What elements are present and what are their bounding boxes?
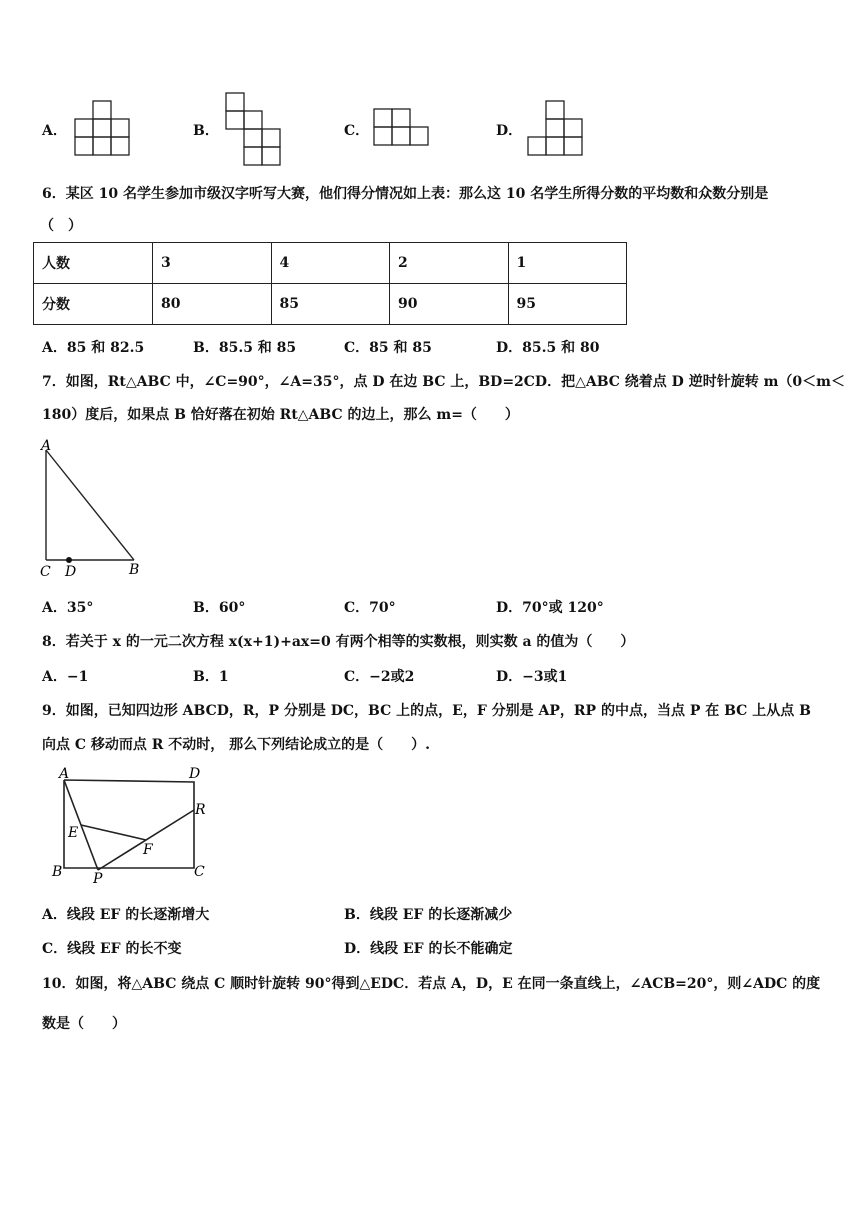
q9-stem-line1: 9．如图，已知四边形 ABCD，R，P 分别是 DC，BC 上的点，E，F 分别是 AP，RP 的中点，当点 P 在 BC 上从点 B	[42, 703, 811, 719]
table-cell: 90	[390, 284, 509, 325]
q6-option-c: C．85 和 85	[344, 340, 432, 356]
q9-stem-line2: 向点 C 移动而点 R 不动时， 那么下列结论成立的是（ ）.	[42, 737, 431, 753]
label-c: C	[194, 864, 205, 880]
q6-option-d: D．85.5 和 80	[496, 340, 600, 356]
q8-option-a: A．−1	[42, 669, 89, 685]
q10-stem-line2: 数是（ ）	[42, 1016, 126, 1032]
label-f: F	[143, 842, 153, 858]
q6-stem-line2: （ ）	[40, 218, 82, 234]
table-cell: 2	[390, 243, 509, 284]
q7-triangle-figure	[36, 436, 148, 580]
point-d	[66, 557, 72, 563]
segment-ab	[46, 450, 134, 560]
label-d: D	[65, 564, 77, 580]
q7-option-d: D．70°或 120°	[496, 600, 604, 616]
label-a: A	[59, 766, 70, 782]
label-e: E	[68, 825, 79, 841]
q6-stem-line1: 6．某区 10 名学生参加市级汉字听写大赛，他们得分情况如上表：那么这 10 名学生所得分数的平均数和众数分别是	[42, 186, 769, 202]
q9-option-a: A．线段 EF 的长逐渐增大	[42, 907, 210, 923]
quadrilateral-abcd	[64, 780, 194, 868]
table-cell: 3	[153, 243, 272, 284]
label-a: A	[41, 438, 52, 454]
q7-option-b: B．60°	[193, 600, 246, 616]
q5-option-d-label: D．	[496, 123, 523, 139]
table-cell: 85	[271, 284, 390, 325]
q5-option-b-label: B．	[193, 123, 219, 139]
label-b: B	[129, 562, 140, 578]
q5-option-c-label: C．	[344, 123, 370, 139]
table-cell: 分数	[34, 284, 153, 325]
q6-option-a: A．85 和 82.5	[42, 340, 145, 356]
table-cell: 4	[271, 243, 390, 284]
q8-stem: 8．若关于 x 的一元二次方程 x(x+1)+ax=0 有两个相等的实数根，则实数 a 的值为（ ）	[42, 634, 635, 650]
q8-option-b: B．1	[193, 669, 229, 685]
table-cell: 1	[508, 243, 627, 284]
q9-option-c: C．线段 EF 的长不变	[42, 941, 182, 957]
q7-option-a: A．35°	[42, 600, 94, 616]
segment-ef	[81, 825, 146, 840]
label-b: B	[52, 864, 63, 880]
q9-option-d: D．线段 EF 的长不能确定	[344, 941, 513, 957]
label-d: D	[189, 766, 201, 782]
q9-quadrilateral-figure	[48, 762, 218, 886]
label-r: R	[195, 802, 206, 818]
q7-stem-line1: 7．如图，Rt△ABC 中，∠C=90°，∠A=35°，点 D 在边 BC 上，BD=2CD．把△ABC 绕着点 D 逆时针旋转 m（0＜m＜	[42, 374, 845, 390]
q5-option-b-figure	[224, 91, 286, 169]
label-c: C	[40, 564, 51, 580]
table-cell: 95	[508, 284, 627, 325]
label-p: P	[93, 871, 103, 886]
q7-option-c: C．70°	[344, 600, 396, 616]
table-row	[34, 284, 627, 325]
q6-score-table	[33, 242, 627, 325]
q5-option-a-label: A．	[42, 123, 67, 139]
q5-option-d-figure	[526, 98, 588, 160]
q7-stem-line2: 180）度后，如果点 B 恰好落在初始 Rt△ABC 的边上，那么 m=（ ）	[42, 407, 519, 423]
table-row	[34, 243, 627, 284]
q9-option-b: B．线段 EF 的长逐渐减少	[344, 907, 513, 923]
q5-option-c-figure	[372, 106, 434, 148]
table-cell: 人数	[34, 243, 153, 284]
q8-option-d: D．−3或1	[496, 669, 568, 685]
q5-option-a-figure	[74, 98, 134, 160]
q8-option-c: C．−2或2	[344, 669, 415, 685]
q6-option-b: B．85.5 和 85	[193, 340, 297, 356]
q10-stem-line1: 10．如图，将△ABC 绕点 C 顺时针旋转 90°得到△EDC．若点 A，D，E 在同一条直线上，∠ACB=20°，则∠ADC 的度	[42, 976, 821, 992]
table-cell: 80	[153, 284, 272, 325]
